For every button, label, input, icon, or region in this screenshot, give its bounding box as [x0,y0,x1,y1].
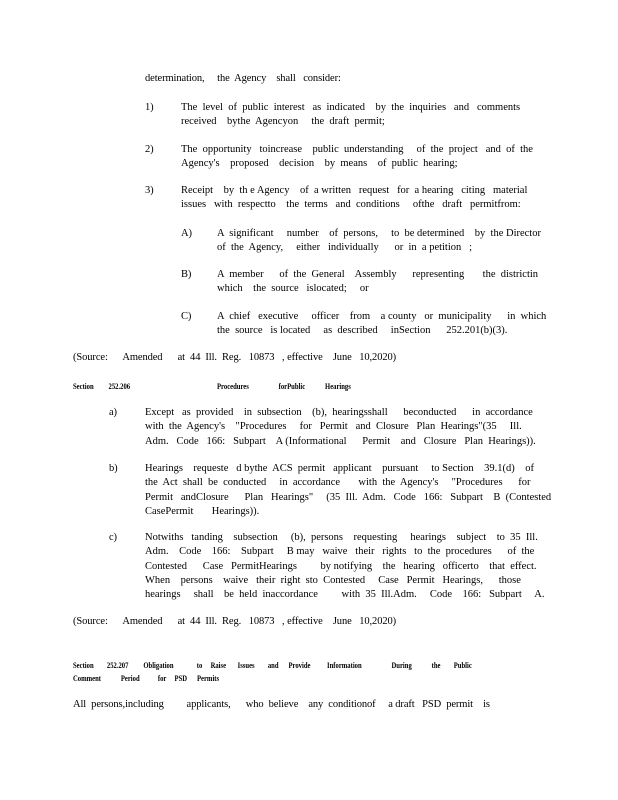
list-number: 2) [145,144,154,155]
text-line: Except as provided in subsection (b), hearingsshall beconducted in accordance [145,407,533,418]
list-item-text [145,531,545,602]
list-item-text [145,462,551,519]
list-item-text [181,101,520,130]
intro-line: determination, the Agency shall consider: [145,73,341,84]
text-line: The opportunity toincrease public understanding of the project and of the [181,144,533,155]
text-line: The level of public interest as indicated by the inquiries and comments [181,102,521,113]
text-line: Agency's proposed decision by means of public hearing; [181,158,458,170]
text-line: with the Agency's "Procedures for Permit and Closure Plan Hearings"(35 Ill. [145,421,522,433]
section-title: Procedures forPublic Hearings [217,381,351,391]
list-number: 1) [145,102,154,113]
sublist-letter: B) [181,269,192,280]
text-line: Adm. Code 166: Subpart A (Informational Permit and Closure Plan Hearings)). [145,435,536,447]
sublist-letter: C) [181,311,192,322]
text-line: hearings shall be held inaccordance with 35 Ill.Adm. Code 166: Subpart A. [145,589,545,601]
text-line: Adm. Code 166: Subpart B may waive their rights to the procedures of the [145,546,535,558]
list-item-text [145,406,536,449]
text-line: received bythe Agencyon the draft permit; [181,116,385,128]
sublist-item-text [217,310,546,339]
text-line: Notwiths tanding subsection (b), persons requesting hearings subject to 35 Ill. [145,532,538,543]
sublist-item-text [217,227,541,256]
list-letter: c) [109,532,117,543]
section-heading-line: Comment Period for PSD Permits [73,673,220,683]
text-line: the source is located as described inSection 252.201(b)(3). [217,325,508,337]
list-item-text [181,184,527,213]
list-letter: a) [109,407,117,418]
list-number: 3) [145,185,154,196]
sublist-letter: A) [181,228,192,239]
source-note: (Source: Amended at 44 Ill. Reg. 10873 , effective June 10,2020) [73,616,397,627]
source-note: (Source: Amended at 44 Ill. Reg. 10873 , effective June 10,2020) [73,352,397,363]
body-text-line: All persons,including applicants, who believe any conditionof a draft PSD permit is [73,699,490,710]
sublist-item-text [217,268,538,297]
text-line: CasePermit Hearings)). [145,505,260,517]
text-line: When persons waive their right sto Contested Case Permit Hearings, those [145,574,521,586]
text-line: A chief executive officer from a county or municipality in which [217,311,547,322]
text-line: Hearings requeste d bythe ACS permit applicant pursuant to Section 39.1(d) of [145,463,535,474]
text-line: the Act shall be conducted in accordance with the Agency's "Procedures for [145,477,531,489]
text-line: which the source islocated; or [217,283,369,295]
list-item-text [181,143,533,172]
text-line: of the Agency, either individually or in a petition ; [217,242,473,254]
text-line: issues with respectto the terms and conditions ofthe draft permitfrom: [181,199,521,211]
text-line: Permit andClosure Plan Hearings" (35 Ill. Adm. Code 166: Subpart B (Contested [145,491,552,503]
section-heading-line: Section 252.207 Obligation to Raise Issues and Provide Information During the Public [73,660,472,670]
text-line: A significant number of persons, to be determined by the Director [217,228,541,239]
section-number: Section 252.206 [73,381,131,391]
text-line: A member of the General Assembly representing the districtin [217,269,539,280]
list-letter: b) [109,463,118,474]
text-line: Contested Case PermitHearings by notifying the hearing officerto that effect. [145,560,537,572]
text-line: Receipt by th e Agency of a written request for a hearing citing material [181,185,528,196]
